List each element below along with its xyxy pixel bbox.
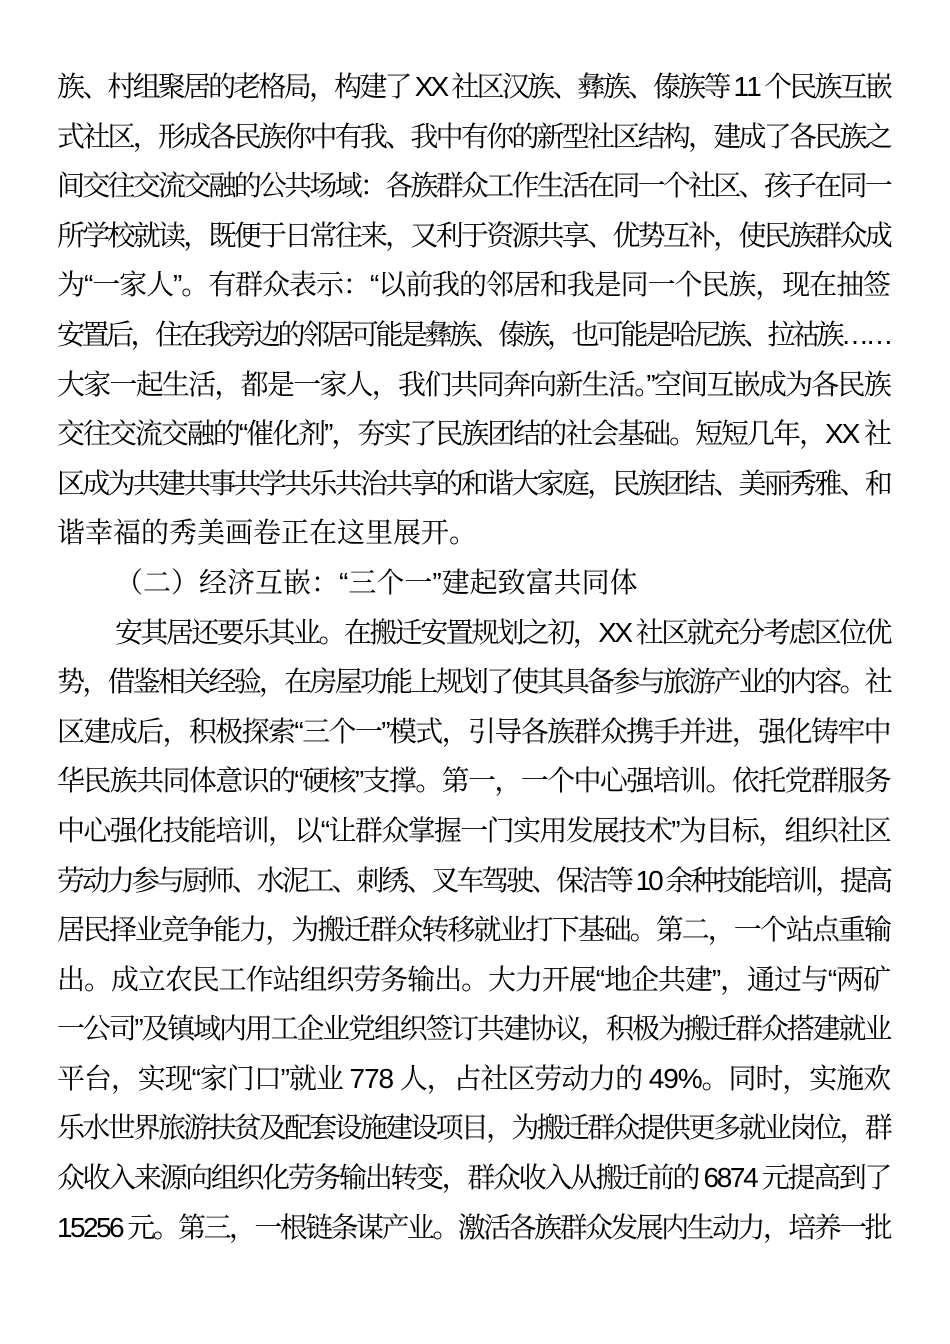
document-line: 居民择业竞争能力，为搬迁群众转移就业打下基础。第二，一个站点重输 [57, 914, 890, 946]
document-line: 中心强化技能培训，以“让群众掌握一门实用发展技术”为目标，组织社区 [57, 814, 890, 846]
document-line: 平台，实现“家门口”就业 778 人，占社区劳动力的 49%。同时，实施欢 [57, 1062, 890, 1094]
document-line: 所学校就读，既便于日常往来，又利于资源共享、优势互补，使民族群众成 [57, 219, 890, 251]
document-line: 为“一家人”。有群众表示：“以前我的邻居和我是同一个民族，现在抽签 [57, 269, 890, 301]
document-line: 一公司”及镇域内用工企业党组织签订共建协议，积极为搬迁群众搭建就业 [57, 1013, 891, 1045]
document-line: 势，借鉴相关经验，在房屋功能上规划了使其具备参与旅游产业的内容。社 [57, 666, 890, 698]
document-line: 大家一起生活，都是一家人，我们共同奔向新生活。”空间互嵌成为各民族 [57, 368, 891, 400]
paragraph-economic-interlock [57, 608, 890, 1253]
document-line: 众收入来源向组织化劳务输出转变，群众收入从搬迁前的 6874 元提高到了 [57, 1162, 890, 1194]
document-line: 15256 元。第三，一根链条谋产业。激活各族群众发展内生动力，培养一批 [57, 1211, 890, 1243]
document-line: 谐幸福的秀美画卷正在这里展开。 [57, 517, 478, 549]
paragraph-space-interlock [57, 62, 890, 558]
document-line: 间交往交流交融的公共场域：各族群众工作生活在同一个社区、孩子在同一 [57, 170, 890, 202]
document-line: 区成为共建共事共学共乐共治共享的和谐大家庭，民族团结、美丽秀雅、和 [57, 467, 890, 499]
document-line: 区建成后，积极探索“三个一”模式，引导各族群众携手并进，强化铸牢中 [57, 715, 890, 747]
document-line: 族、村组聚居的老格局，构建了 XX 社区汉族、彝族、傣族等 11 个民族互嵌 [57, 71, 890, 102]
document-line: 华民族共同体意识的“硬核”支撑。第一，一个中心强培训。依托党群服务 [57, 765, 890, 797]
document-line: 式社区，形成各民族你中有我、我中有你的新型社区结构，建成了各民族之 [57, 120, 890, 152]
document-line: 劳动力参与厨师、水泥工、刺绣、叉车驾驶、保洁等 10 余种技能培训，提高 [57, 864, 890, 896]
document-line: 交往交流交融的“催化剂”，夯实了民族团结的社会基础。短短几年，XX 社 [57, 418, 890, 450]
section-heading: （二）经济互嵌：“三个一”建起致富共同体 [115, 566, 638, 598]
document-line: 出。成立农民工作站组织劳务输出。大力开展“地企共建”，通过与“两矿 [57, 963, 890, 995]
document-line: 安其居还要乐其业。在搬迁安置规划之初，XX 社区就充分考虑区位优 [115, 616, 890, 648]
document-line: 安置后，住在我旁边的邻居可能是彝族、傣族，也可能是哈尼族、拉祜族…… [57, 318, 890, 350]
document-line: 乐水世界旅游扶贫及配套设施建设项目，为搬迁群众提供更多就业岗位，群 [57, 1112, 890, 1144]
